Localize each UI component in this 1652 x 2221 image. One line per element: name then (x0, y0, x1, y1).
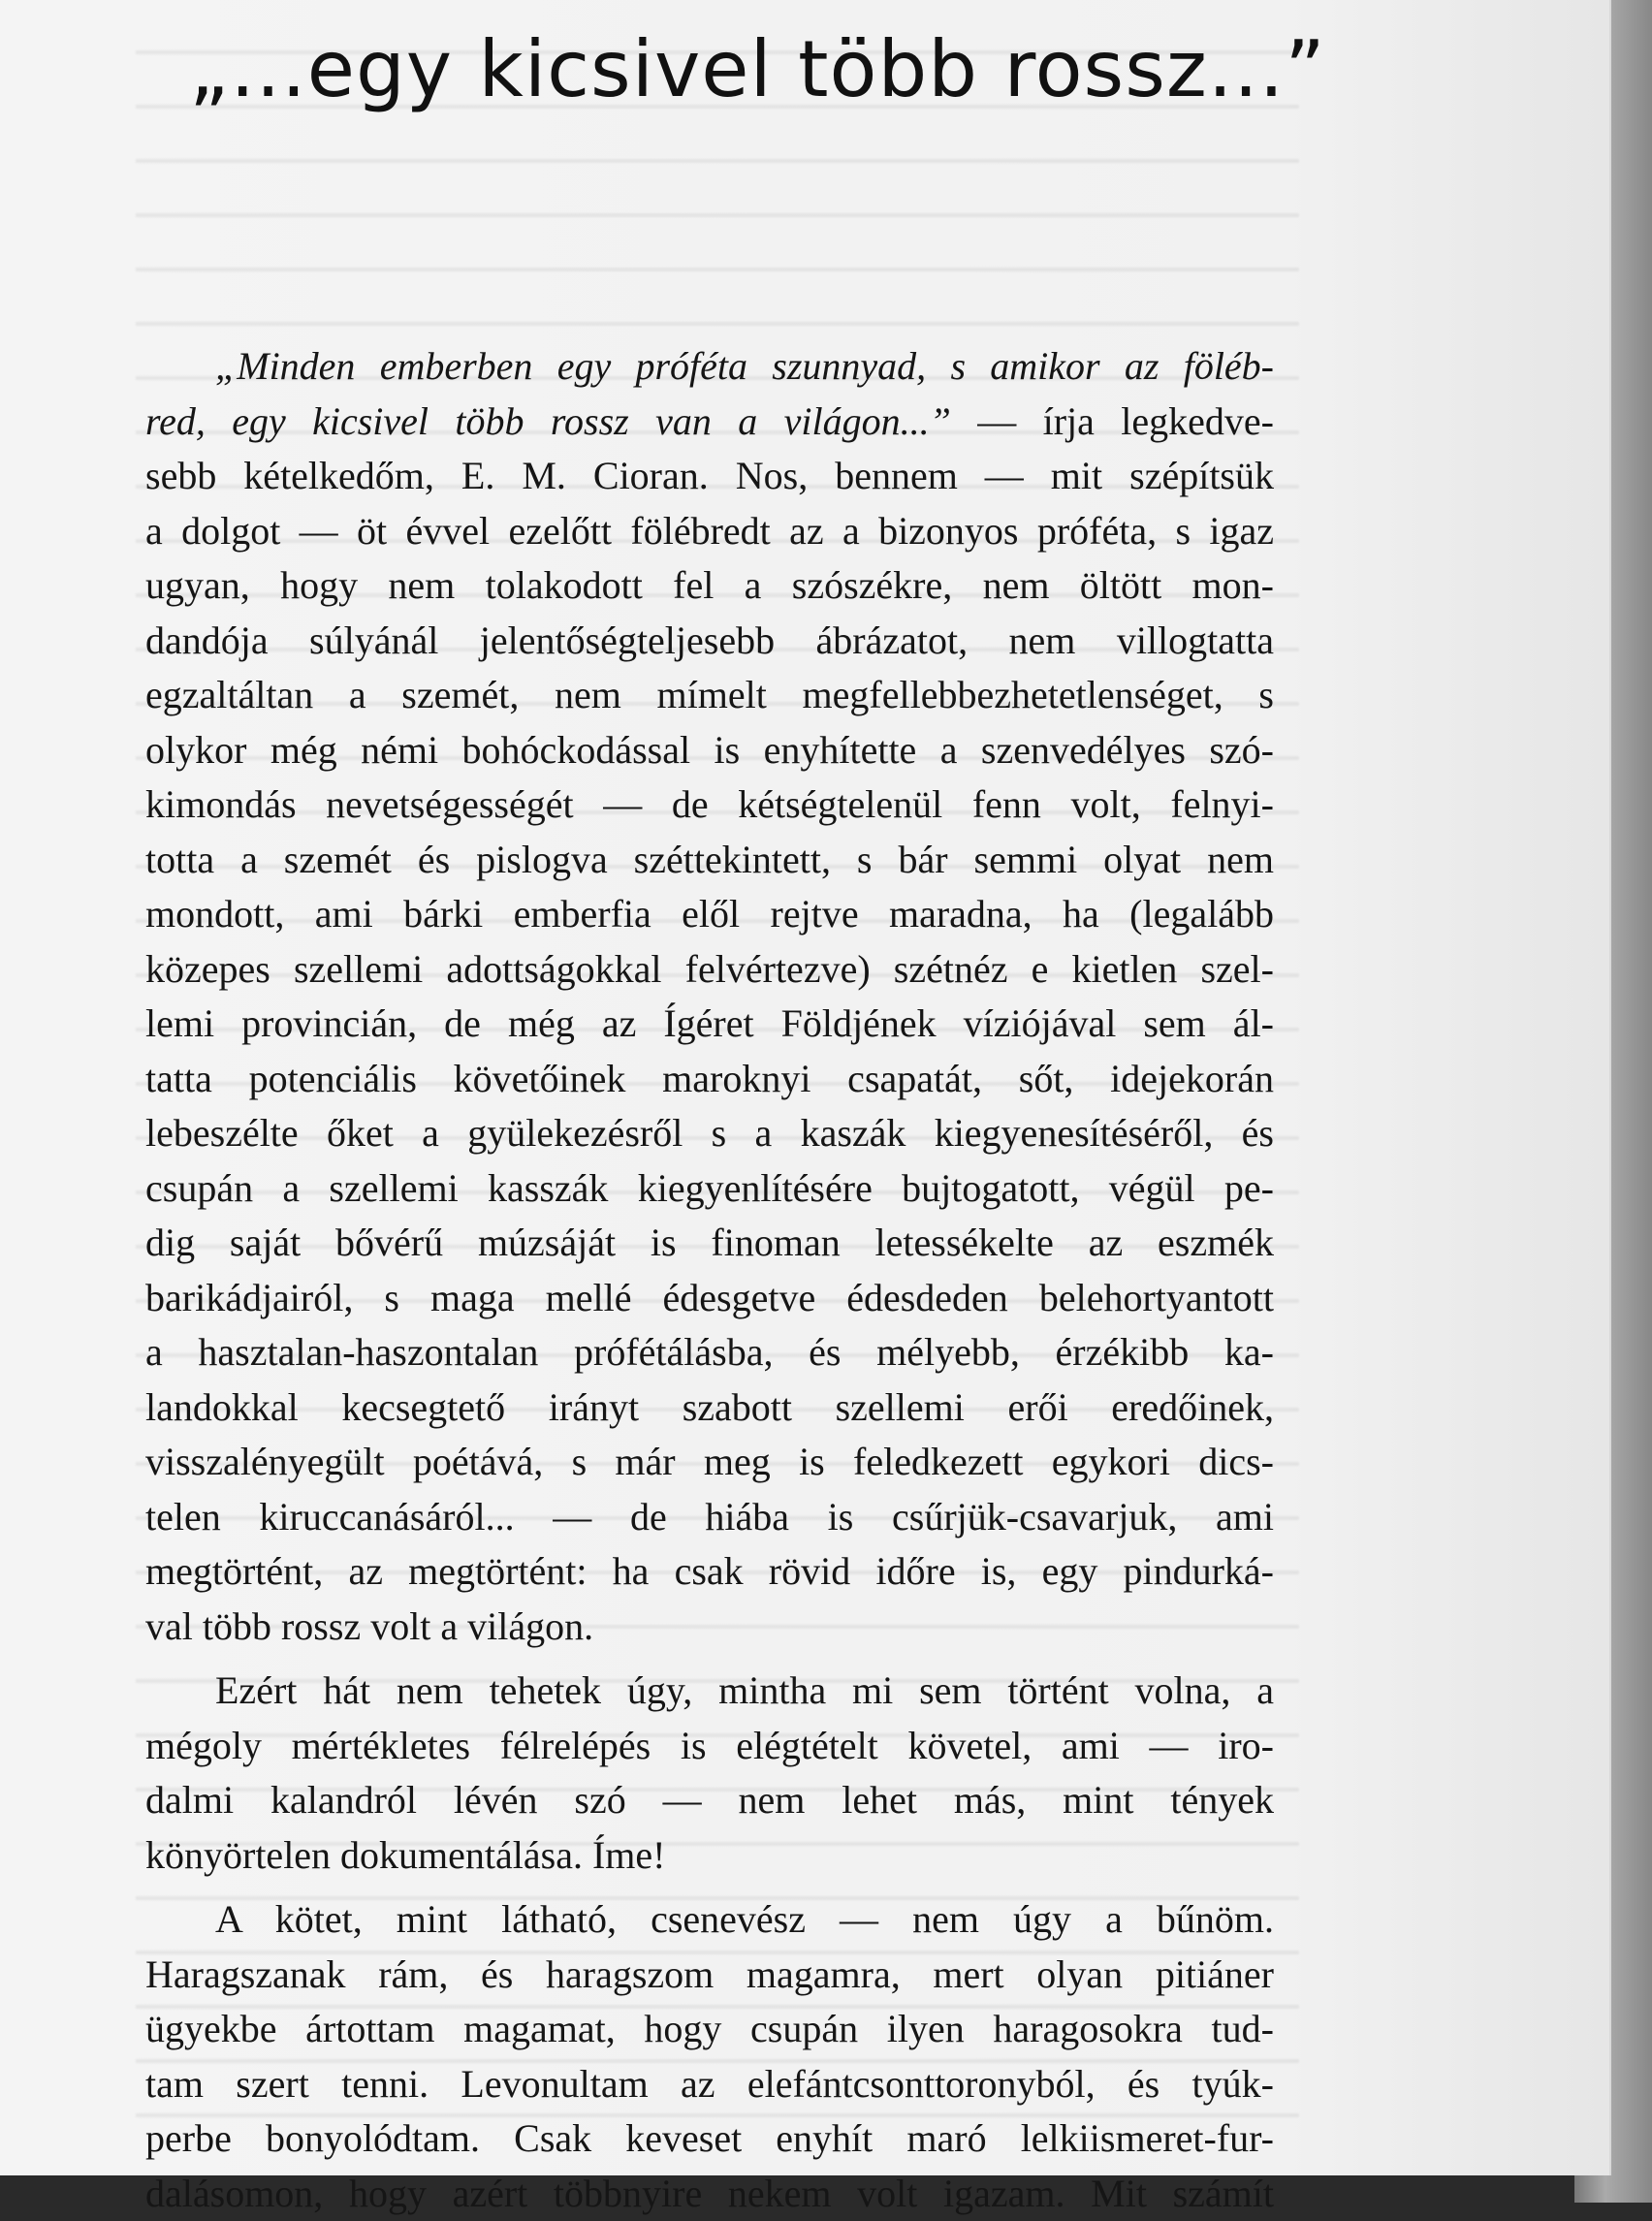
text-line: ügyekbe ártottam magamat, hogy csupán ilyen haragosokra tud- (145, 2002, 1274, 2057)
text-line: egzaltáltan a szemét, nem mímelt megfellebbezhetetlenséget, s (145, 668, 1274, 723)
text-line: Haragszanak rám, és haragszom magamra, mert olyan pitiáner (145, 1948, 1274, 2003)
text-line: csupán a szellemi kasszák kiegyenlítésére bujtogatott, végül pe- (145, 1161, 1274, 1217)
text-line: lebeszélte őket a gyülekezésről s a kaszák kiegyenesítéséről, és (145, 1106, 1274, 1161)
text-line: tatta potenciális követőinek maroknyi csapatát, sőt, idejekorán (145, 1052, 1274, 1107)
text-line: megtörtént, az megtörtént: ha csak rövid időre is, egy pindurká- (145, 1544, 1274, 1600)
text-line: dalásomon, hogy azért többnyire nekem volt igazam. Mit számít (145, 2167, 1274, 2221)
text-line: sebb kételkedőm, E. M. Cioran. Nos, bennem — mit szépítsük (145, 449, 1274, 504)
text-line: mégoly mértékletes félrelépés is elégtételt követel, ami — iro- (145, 1719, 1274, 1774)
text-line: ugyan, hogy nem tolakodott fel a szószékre, nem öltött mon- (145, 558, 1274, 614)
chapter-title: „...egy kicsivel több rossz...” (189, 31, 1326, 109)
text-line: visszalényegült poétává, s már meg is feledkezett egykori dics- (145, 1435, 1274, 1490)
text-line: totta a szemét és pislogva széttekintett, s bár semmi olyat nem (145, 833, 1274, 888)
text-line: „Minden emberben egy próféta szunnyad, s amikor az föléb- (145, 339, 1274, 395)
text-line: könyörtelen dokumentálása. Íme! (145, 1828, 1274, 1884)
text-line: olykor még némi bohóckodással is enyhítette a szenvedélyes szó- (145, 723, 1274, 778)
text-line: kimondás nevetségességét — de kétségtelenül fenn volt, felnyi- (145, 777, 1274, 833)
body-text (145, 339, 1274, 2221)
text-line: lemi provincián, de még az Ígéret Földjének víziójával sem ál- (145, 997, 1274, 1052)
text-line: dig saját bővérű múzsáját is finoman letessékelte az eszmék (145, 1216, 1274, 1271)
text-line: red, egy kicsivel több rossz van a világon...” — írja legkedve- (145, 395, 1274, 450)
text-line: dandója súlyánál jelentőségteljesebb ábrázatot, nem villogtatta (145, 614, 1274, 669)
text-line: perbe bonyolódtam. Csak keveset enyhít maró lelkiismeret-fur- (145, 2111, 1274, 2167)
text-line: a hasztalan-haszontalan prófétálásba, és mélyebb, érzékibb ka- (145, 1325, 1274, 1380)
text-line: Ezért hát nem tehetek úgy, mintha mi sem történt volna, a (145, 1664, 1274, 1719)
text-line: barikádjairól, s maga mellé édesgetve édesdeden belehortyantott (145, 1271, 1274, 1326)
text-line: landokkal kecsegtető irányt szabott szellemi erői eredőinek, (145, 1380, 1274, 1436)
text-line: dalmi kalandról lévén szó — nem lehet más, mint tények (145, 1773, 1274, 1828)
text-line: A kötet, mint látható, csenevész — nem úgy a bűnöm. (145, 1892, 1274, 1948)
text-line: val több rossz volt a világon. (145, 1600, 1274, 1655)
text-line: mondott, ami bárki emberfia elől rejtve maradna, ha (legalább (145, 887, 1274, 942)
text-line: a dolgot — öt évvel ezelőtt fölébredt az a bizonyos próféta, s igaz (145, 504, 1274, 559)
text-line: tam szert tenni. Levonultam az elefántcsonttoronyból, és tyúk- (145, 2057, 1274, 2112)
page-edge (1609, 0, 1611, 2175)
text-line: telen kiruccanásáról... — de hiába is csűrjük-csavarjuk, ami (145, 1490, 1274, 1545)
text-line: közepes szellemi adottságokkal felvértezve) szétnéz e kietlen szel- (145, 942, 1274, 998)
